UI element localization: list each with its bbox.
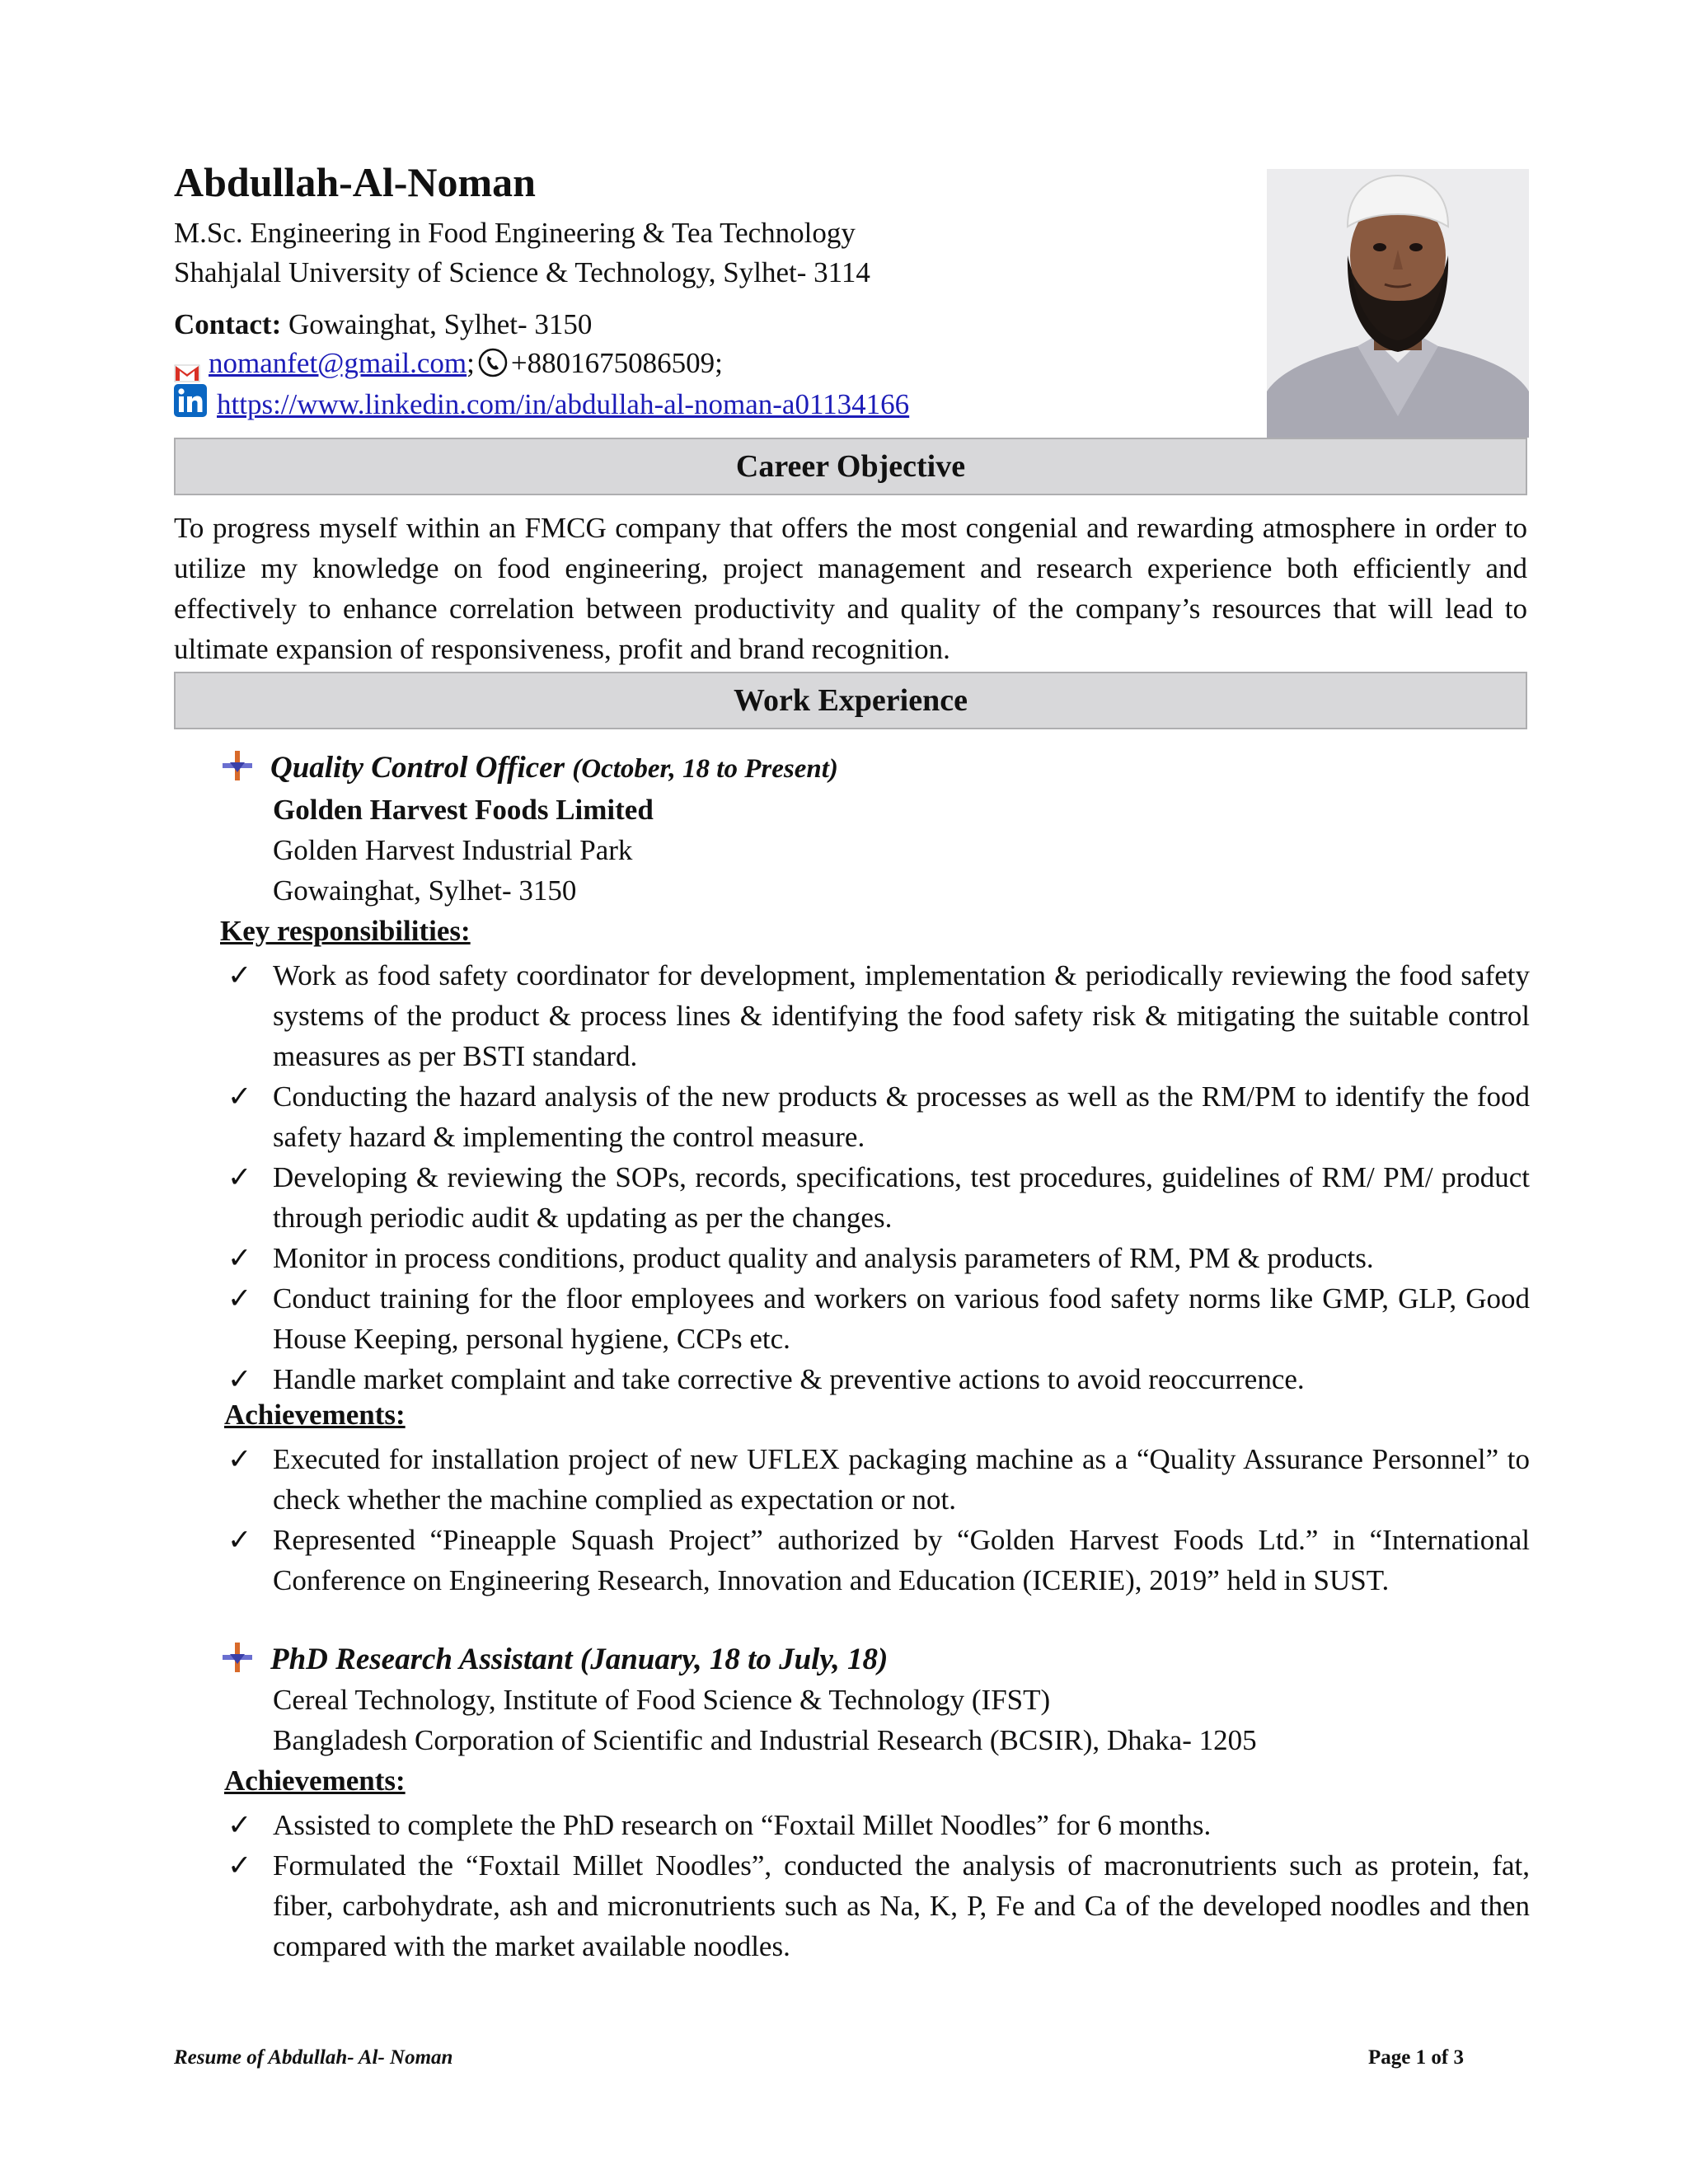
achievements-label: Achievements: xyxy=(224,1399,406,1431)
check-icon: ✓ xyxy=(227,1080,252,1113)
check-icon: ✓ xyxy=(227,1443,252,1475)
work-experience-heading: Work Experience xyxy=(174,672,1527,729)
check-icon: ✓ xyxy=(227,1161,252,1193)
organization-2: Bangladesh Corporation of Scientific and Industrial Research (BCSIR), Dhaka- 1205 xyxy=(273,1724,1257,1756)
job-title-phd-research-assistant xyxy=(223,1642,888,1677)
list-item: ✓ Conduct training for the floor employees and workers on various food safety norms like GMP, GLP, Good House Keeping, personal hygiene, CCPs etc. xyxy=(223,1278,1530,1359)
email-link[interactable]: nomanfet@gmail.com xyxy=(209,347,467,379)
list-item: ✓ Work as food safety coordinator for development, implementation & periodically reviewing the food safety systems of the product & process lines & identifying the food safety risk & mitigating the suitable control measures as per BSTI standard. xyxy=(223,955,1530,1076)
career-objective-text: To progress myself within an FMCG company that offers the most congenial and rewarding atmosphere in order to utilize my knowledge on food engineering, project management and research experience both efficiently and effectively to enhance correlation between productivity and quality of the company’s resources that will lead to ultimate expansion of responsiveness, profit and brand recognition. xyxy=(174,512,1527,665)
university: Shahjalal University of Science & Technology, Sylhet- 3114 xyxy=(174,256,870,288)
achievements-list xyxy=(223,1805,1530,1966)
list-item: ✓ Formulated the “Foxtail Millet Noodles”, conducted the analysis of macronutrients such as protein, fat, fiber, carbohydrate, ash and micronutrients such as Na, K, P, Fe and Ca of the developed noodles and then compared with the market available noodles. xyxy=(223,1845,1530,1966)
company-address-2: Gowainghat, Sylhet- 3150 xyxy=(273,874,577,907)
list-item: ✓ Developing & reviewing the SOPs, records, specifications, test procedures, guidelines of RM/ PM/ product through periodic audit & updating as per the changes. xyxy=(223,1157,1530,1238)
achievements-list xyxy=(223,1439,1530,1601)
check-icon: ✓ xyxy=(227,1524,252,1556)
email-separator: ; xyxy=(467,347,475,379)
check-icon: ✓ xyxy=(227,1282,252,1315)
company-name: Golden Harvest Foods Limited xyxy=(273,794,654,826)
achievements-label: Achievements: xyxy=(224,1765,406,1797)
candidate-name: Abdullah-Al-Noman xyxy=(174,159,536,205)
list-item: ✓ Conducting the hazard analysis of the new products & processes as well as the RM/PM to identify the food safety hazard & implementing the control measure. xyxy=(223,1076,1530,1157)
profile-photo xyxy=(1267,169,1529,438)
linkedin-icon xyxy=(174,384,207,417)
list-item: ✓ Executed for installation project of new UFLEX packaging machine as a “Quality Assurance Personnel” to check whether the machine complied as expectation or not. xyxy=(223,1439,1530,1520)
list-item: ✓ Monitor in process conditions, product quality and analysis parameters of RM, PM & products. xyxy=(223,1238,1530,1278)
key-responsibilities-label: Key responsibilities: xyxy=(220,915,471,947)
list-item: ✓ Represented “Pineapple Squash Project” authorized by “Golden Harvest Foods Ltd.” in “International Conference on Engineering Research, Innovation and Education (ICERIE), 2019” held in SUST. xyxy=(223,1520,1530,1601)
contact-address: Gowainghat, Sylhet- 3150 xyxy=(281,308,593,340)
phone-number: +8801675086509; xyxy=(510,347,723,379)
job-dates: (October, 18 to Present) xyxy=(572,754,838,784)
job-title-quality-control xyxy=(223,750,838,785)
degree: M.Sc. Engineering in Food Engineering & Tea Technology xyxy=(174,217,856,249)
arrow-bullet-icon xyxy=(223,751,252,780)
check-icon: ✓ xyxy=(227,1242,252,1274)
linkedin-link[interactable]: https://www.linkedin.com/in/abdullah-al-noman-a01134166 xyxy=(217,388,910,420)
check-icon: ✓ xyxy=(227,1849,252,1882)
career-objective-heading: Career Objective xyxy=(174,438,1527,495)
company-address-1: Golden Harvest Industrial Park xyxy=(273,834,633,866)
linkedin-line xyxy=(174,384,909,421)
list-item: ✓ Assisted to complete the PhD research on “Foxtail Millet Noodles” for 6 months. xyxy=(223,1805,1530,1845)
job-title-text: Quality Control Officer xyxy=(270,751,565,785)
check-icon: ✓ xyxy=(227,1809,252,1841)
responsibilities-list xyxy=(223,955,1530,1399)
contact-label: Contact: xyxy=(174,308,282,340)
check-icon: ✓ xyxy=(227,1363,252,1395)
phone-icon xyxy=(478,348,508,377)
gmail-icon xyxy=(174,357,200,375)
organization-1: Cereal Technology, Institute of Food Science & Technology (IFST) xyxy=(273,1684,1051,1716)
contact-line xyxy=(174,308,592,341)
list-item: ✓ Handle market complaint and take corrective & preventive actions to avoid reoccurrence. xyxy=(223,1359,1530,1399)
arrow-bullet-icon xyxy=(223,1643,252,1672)
email-phone-line xyxy=(174,347,723,380)
job-title-text: PhD Research Assistant (January, 18 to July, 18) xyxy=(270,1643,889,1676)
footer-page-number: Page 1 of 3 xyxy=(1368,2046,1464,2069)
footer-resume-label: Resume of Abdullah- Al- Noman xyxy=(174,2046,453,2069)
check-icon: ✓ xyxy=(227,959,252,991)
